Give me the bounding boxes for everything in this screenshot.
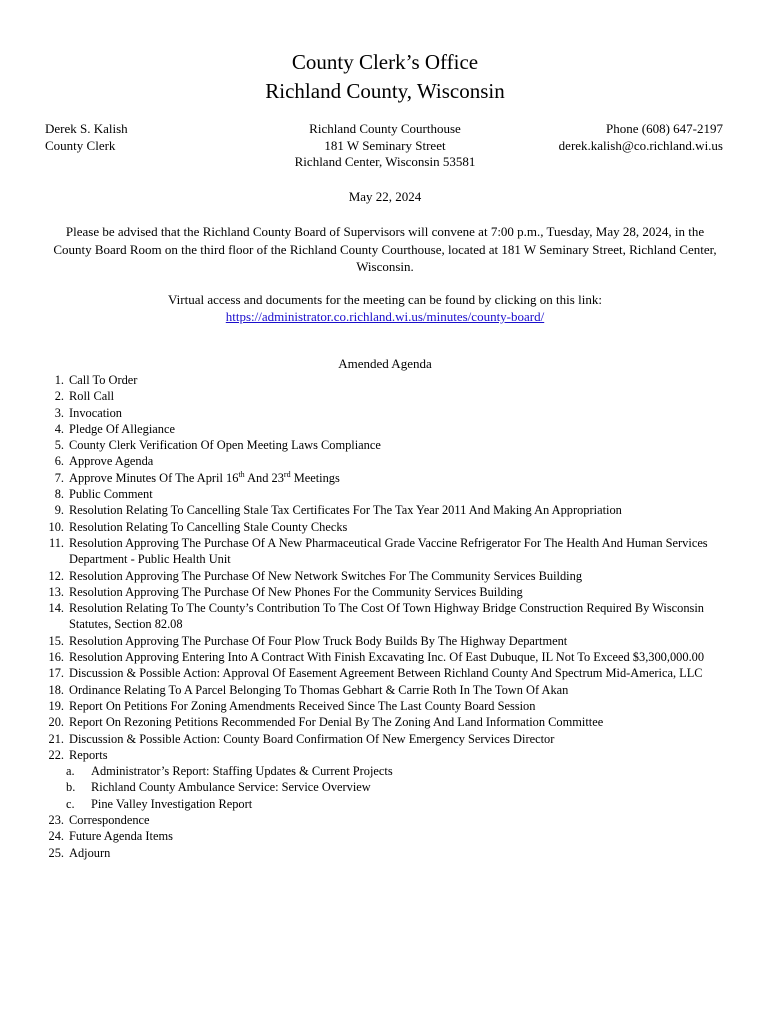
- agenda-list: [40, 372, 730, 861]
- ordinal-suffix: th: [238, 469, 245, 479]
- agenda-item: [40, 828, 730, 844]
- agenda-item-number: 6.: [54, 454, 64, 469]
- agenda-item-number: 9.: [54, 503, 64, 518]
- agenda-item-text: Resolution Approving The Purchase Of A New Pharmaceutical Grade Vaccine Refrigerator For The Health And Human Services Department - Public Health Unit: [69, 535, 708, 567]
- agenda-item-number: 7.: [54, 470, 64, 485]
- agenda-item-number: 18.: [48, 682, 64, 697]
- agenda-item: [40, 568, 730, 584]
- agenda-title: Amended Agenda: [338, 356, 432, 371]
- agenda-item-number: 11.: [48, 535, 64, 550]
- agenda-subitem: [40, 796, 730, 812]
- agenda-item-text: Roll Call: [69, 389, 115, 404]
- agenda-item-text: Pledge Of Allegiance: [69, 421, 175, 436]
- agenda-item-text: Invocation: [69, 405, 122, 420]
- agenda-item: [40, 519, 730, 535]
- agenda-subitem-text: Pine Valley Investigation Report: [91, 796, 253, 811]
- agenda-item-text: Ordinance Relating To A Parcel Belonging To Thomas Gebhart & Carrie Roth In The Town Of Akan: [69, 682, 569, 697]
- ordinal-suffix: rd: [283, 469, 291, 479]
- phone: Phone (608) 647-2197: [606, 121, 723, 136]
- agenda-subitem-text: Richland County Ambulance Service: Service Overview: [91, 780, 371, 795]
- phone-email: [559, 121, 723, 154]
- agenda-item-number: 20.: [48, 715, 64, 730]
- agenda-subitem: [40, 779, 730, 795]
- agenda-item-text: Resolution Relating To The County’s Contribution To The Cost Of Town Highway Bridge Construction Required By Wisconsin Statutes, Section 82.08: [69, 601, 704, 632]
- agenda-item-number: 21.: [48, 731, 64, 746]
- agenda-item-text: County Clerk Verification Of Open Meeting Laws Compliance: [69, 438, 381, 453]
- agenda-item-number: 12.: [48, 568, 64, 583]
- agenda-item-number: 4.: [54, 421, 64, 436]
- agenda-item: [40, 731, 730, 747]
- agenda-item: [40, 649, 730, 665]
- agenda-item: [40, 453, 730, 469]
- agenda-item-text: Resolution Relating To Cancelling Stale County Checks: [69, 519, 348, 534]
- county-title: Richland County, Wisconsin: [265, 79, 505, 103]
- agenda-item-text: Future Agenda Items: [69, 829, 173, 844]
- clerk-role: County Clerk: [45, 137, 116, 153]
- agenda-item-text: Resolution Approving The Purchase Of Four Plow Truck Body Builds By The Highway Department: [69, 633, 568, 648]
- meeting-notice: Please be advised that the Richland County Board of Supervisors will convene at 7:00 p.m., Tuesday, May 28, 2024, in the County Board Room on the third floor of the Richland County Courthouse, located at 181 W Seminary Street, Richland Center, Wisconsin.: [53, 224, 717, 274]
- agenda-item-number: 13.: [48, 584, 64, 599]
- clerk-name: Derek S. Kalish: [45, 121, 128, 136]
- agenda-item: [40, 812, 730, 828]
- agenda-item-number: 25.: [48, 845, 64, 860]
- agenda-item-text: Resolution Relating To Cancelling Stale Tax Certificates For The Tax Year 2011 And Making An Appropriation: [69, 503, 622, 518]
- agenda-item-text: Reports: [69, 747, 108, 762]
- agenda-item: [40, 502, 730, 518]
- agenda-subitem-letter: c.: [66, 796, 75, 811]
- virtual-access: [0, 291, 770, 325]
- agenda-item-text: Approve Agenda: [69, 454, 154, 469]
- agenda-item: [40, 405, 730, 421]
- agenda-item-text: Discussion & Possible Action: County Board Confirmation Of New Emergency Services Director: [69, 731, 555, 746]
- agenda-item-text: Correspondence: [69, 813, 150, 828]
- agenda-item: [40, 372, 730, 388]
- agenda-item: [40, 600, 730, 633]
- agenda-item-number: 10.: [48, 519, 64, 534]
- agenda-item-text: Resolution Approving The Purchase Of New Phones For the Community Services Building: [69, 584, 523, 599]
- email: derek.kalish@co.richland.wi.us: [558, 137, 723, 153]
- agenda-item: [40, 682, 730, 698]
- agenda-item: [40, 535, 730, 568]
- agenda-item-number: 2.: [54, 389, 64, 404]
- agenda-item: [40, 747, 730, 763]
- agenda-item-number: 14.: [48, 601, 64, 616]
- virtual-text: Virtual access and documents for the meeting can be found by clicking on this link:: [168, 292, 602, 307]
- agenda-subitem: [40, 763, 730, 779]
- agenda-item-text: Report On Petitions For Zoning Amendments Received Since The Last County Board Session: [69, 698, 536, 713]
- agenda-item: [40, 584, 730, 600]
- agenda-item-text: Approve Minutes Of The April 16th And 23rd Meetings: [69, 469, 340, 485]
- address-line: Richland County Courthouse: [309, 121, 461, 136]
- agenda-item: [40, 714, 730, 730]
- agenda-item-text: Discussion & Possible Action: Approval Of Easement Agreement Between Richland County And Spectrum Mid-America, LLC: [69, 666, 703, 681]
- agenda-item-number: 1.: [54, 373, 64, 387]
- meeting-link[interactable]: https://administrator.co.richland.wi.us/minutes/county-board/: [225, 309, 545, 324]
- agenda-item-number: 23.: [48, 813, 64, 828]
- agenda-subitem-text: Administrator’s Report: Staffing Updates & Current Projects: [91, 764, 393, 779]
- agenda-item-number: 17.: [48, 666, 64, 681]
- agenda-item-number: 8.: [54, 487, 64, 502]
- agenda-item-text: Adjourn: [69, 845, 111, 860]
- agenda-item-number: 24.: [48, 829, 64, 844]
- agenda-item: [40, 486, 730, 502]
- agenda-item: [40, 698, 730, 714]
- agenda-item-number: 16.: [48, 650, 64, 665]
- agenda-item: [40, 421, 730, 437]
- office-title: County Clerk’s Office: [291, 50, 479, 74]
- agenda-item-number: 5.: [54, 438, 64, 453]
- agenda-item-number: 15.: [48, 633, 64, 648]
- address-line: 181 W Seminary Street: [324, 137, 446, 153]
- agenda-subitem-letter: b.: [66, 780, 76, 795]
- agenda-item-text: Resolution Approving The Purchase Of New Network Switches For The Community Services Building: [69, 568, 583, 583]
- address-line: Richland Center, Wisconsin 53581: [294, 154, 476, 169]
- agenda-item-text: Call To Order: [69, 373, 138, 387]
- agenda-item: [40, 388, 730, 404]
- agenda-item: [40, 845, 730, 861]
- agenda-item-text: Report On Rezoning Petitions Recommended For Denial By The Zoning And Land Information Committee: [69, 715, 604, 730]
- agenda-item-text: Resolution Approving Entering Into A Contract With Finish Excavating Inc. Of East Dubuque, IL Not To Exceed $3,300,000.00: [69, 650, 705, 665]
- agenda-item-text: Public Comment: [69, 487, 153, 502]
- letter-date: May 22, 2024: [348, 189, 422, 204]
- agenda-item: [40, 665, 730, 681]
- agenda-item-number: 3.: [54, 405, 64, 420]
- agenda-item-number: 22.: [48, 747, 64, 762]
- agenda-subitem-letter: a.: [66, 764, 75, 779]
- agenda-item: [40, 633, 730, 649]
- agenda-item: [40, 470, 730, 486]
- agenda-item: [40, 437, 730, 453]
- agenda-item-number: 19.: [48, 698, 64, 713]
